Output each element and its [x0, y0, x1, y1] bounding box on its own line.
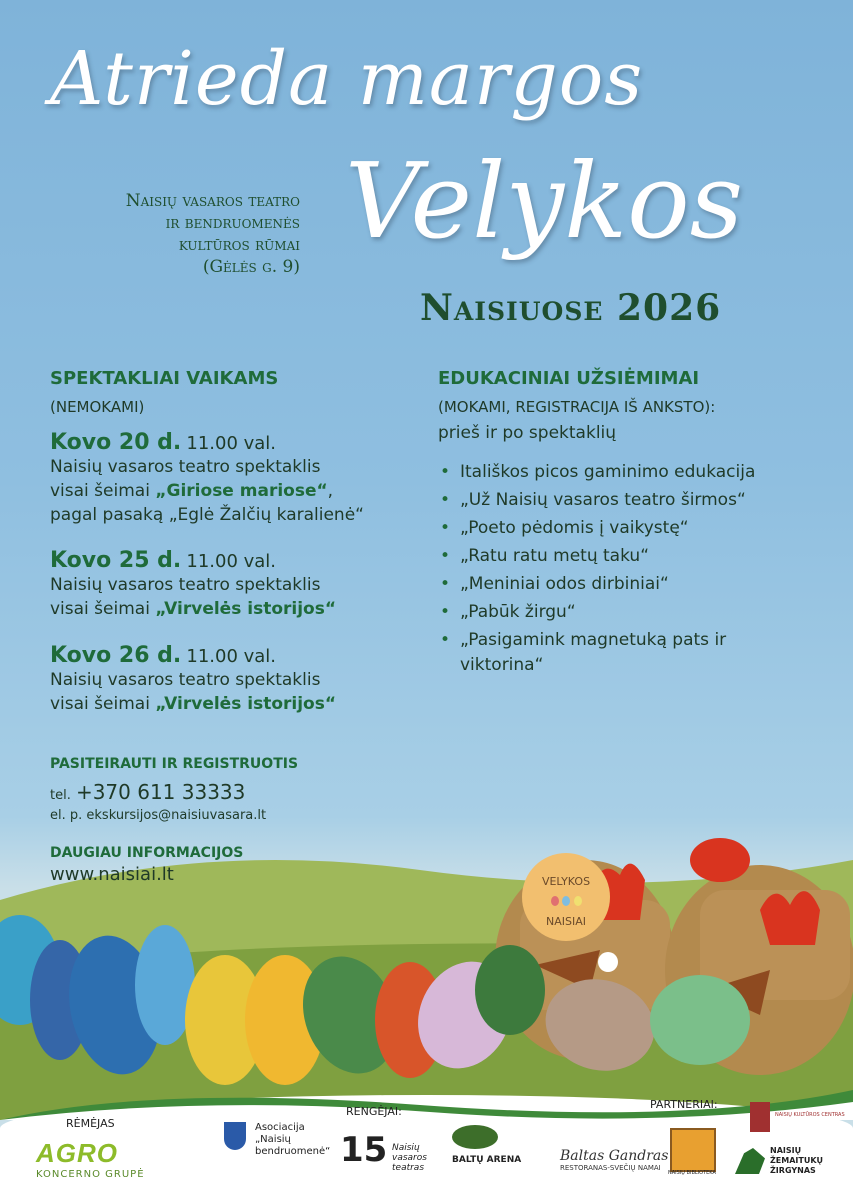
event-date: Kovo 25 d. — [50, 548, 182, 573]
teatras-name: Naisių vasaros teatras — [392, 1143, 427, 1173]
kulturos-centras-logo — [750, 1102, 770, 1132]
list-item: • „Meniniai odos dirbiniai“ — [438, 572, 838, 597]
velykos-sign: VELYKOS NAISIAI — [522, 853, 610, 941]
website-link[interactable]: www.naisiai.lt — [50, 864, 174, 885]
venue-line: Naisių vasaros teatro — [125, 191, 300, 211]
event-time: 11.00 val. — [186, 433, 277, 454]
event-line: Naisių vasaros teatro spektaklis — [50, 670, 321, 690]
contacts-heading: PASITEIRAUTI IR REGISTRUOTIS — [50, 756, 299, 772]
partners-label: PARTNERIAI: — [650, 1098, 718, 1111]
biblioteka-logo — [670, 1128, 716, 1172]
event-date: Kovo 20 d. — [50, 430, 182, 455]
right-note2: prieš ir po spektaklių — [438, 423, 617, 443]
venue — [60, 190, 300, 278]
info-heading: DAUGIAU INFORMACIJOS — [50, 845, 244, 861]
subtitle: Naisiuose 2026 — [420, 287, 722, 329]
list-item: • Itališkos picos gaminimo edukacija — [438, 460, 838, 485]
right-note: (MOKAMI, REGISTRACIJA IŠ ANKSTO): — [438, 398, 716, 416]
agro-logo: AGRO KONCERNO GRUPĖ — [36, 1138, 145, 1180]
event-line: visai šeimai — [50, 599, 156, 619]
footer-wave — [0, 1080, 853, 1120]
list-item: • „Pabūk žirgu“ — [438, 600, 838, 625]
activities-list — [438, 460, 838, 681]
event-line: Naisių vasaros teatro spektaklis — [50, 457, 321, 477]
teatras-15-logo: 15 — [340, 1130, 388, 1170]
event-title: „Virvelės istorijos“ — [155, 599, 337, 619]
list-item: • „Pasigamink magnetuką pats ir viktorina“ — [438, 628, 730, 678]
email-link[interactable]: el. p. ekskursijos@naisiuvasara.lt — [50, 808, 267, 823]
venue-line: (Gėlės g. 9) — [202, 257, 300, 277]
event-1 — [50, 430, 410, 527]
title-line1: Atrieda margos — [50, 36, 644, 122]
left-heading: SPEKTAKLIAI VAIKAMS — [50, 368, 279, 389]
left-note: (NEMOKAMI) — [50, 398, 145, 416]
sponsor-label: RĖMĖJAS — [66, 1117, 115, 1130]
coat-of-arms-icon — [224, 1122, 246, 1150]
venue-line: ir bendruomenės — [165, 213, 300, 233]
event-line: visai šeimai — [50, 694, 156, 714]
association-name: Asociacija „Naisių bendruomenė“ — [255, 1122, 331, 1157]
organizers-label: RENGĖJAI: — [346, 1105, 402, 1118]
biblioteka-name: NAISIŲ BIBLIOTEKA — [668, 1170, 716, 1176]
event-line: visai šeimai — [50, 481, 156, 501]
title-line2: Velykos — [345, 140, 744, 262]
event-time: 11.00 val. — [186, 551, 277, 572]
event-time: 11.00 val. — [186, 646, 277, 667]
event-line: Naisių vasaros teatro spektaklis — [50, 575, 321, 595]
sign-dots — [522, 896, 610, 909]
kulturos-name: NAISIŲ KULTŪROS CENTRAS — [775, 1112, 845, 1118]
baltas-gandras-logo: Baltas Gandras RESTORANAS-SVEČIŲ NAMAI — [560, 1148, 669, 1172]
arena-name: BALTŲ ARENA — [452, 1155, 522, 1165]
list-item: • „Ratu ratu metų taku“ — [438, 544, 838, 569]
right-heading: EDUKACINIAI UŽSIĖMIMAI — [438, 368, 700, 389]
list-item: • „Už Naisių vasaros teatro širmos“ — [438, 488, 838, 513]
zirgynas-name: NAISIŲ ŽEMAITUKŲ ŽIRGYNAS — [770, 1146, 824, 1175]
event-line: pagal pasaką „Eglė Žalčių karalienė“ — [50, 505, 364, 525]
event-title: „Virvelės istorijos“ — [155, 694, 337, 714]
event-title: „Giriose mariose“ — [155, 481, 328, 501]
event-date: Kovo 26 d. — [50, 643, 182, 668]
list-item: • „Poeto pėdomis į vaikystę“ — [438, 516, 838, 541]
phone-number[interactable]: +370 611 33333 — [75, 780, 246, 804]
event-2 — [50, 548, 410, 621]
event-3 — [50, 643, 410, 716]
phone-row — [50, 780, 245, 804]
phone-label: tel. — [50, 788, 71, 803]
venue-line: kultūros rūmai — [178, 235, 300, 255]
baltu-arena-logo — [452, 1125, 498, 1149]
event-line: , — [327, 481, 334, 501]
